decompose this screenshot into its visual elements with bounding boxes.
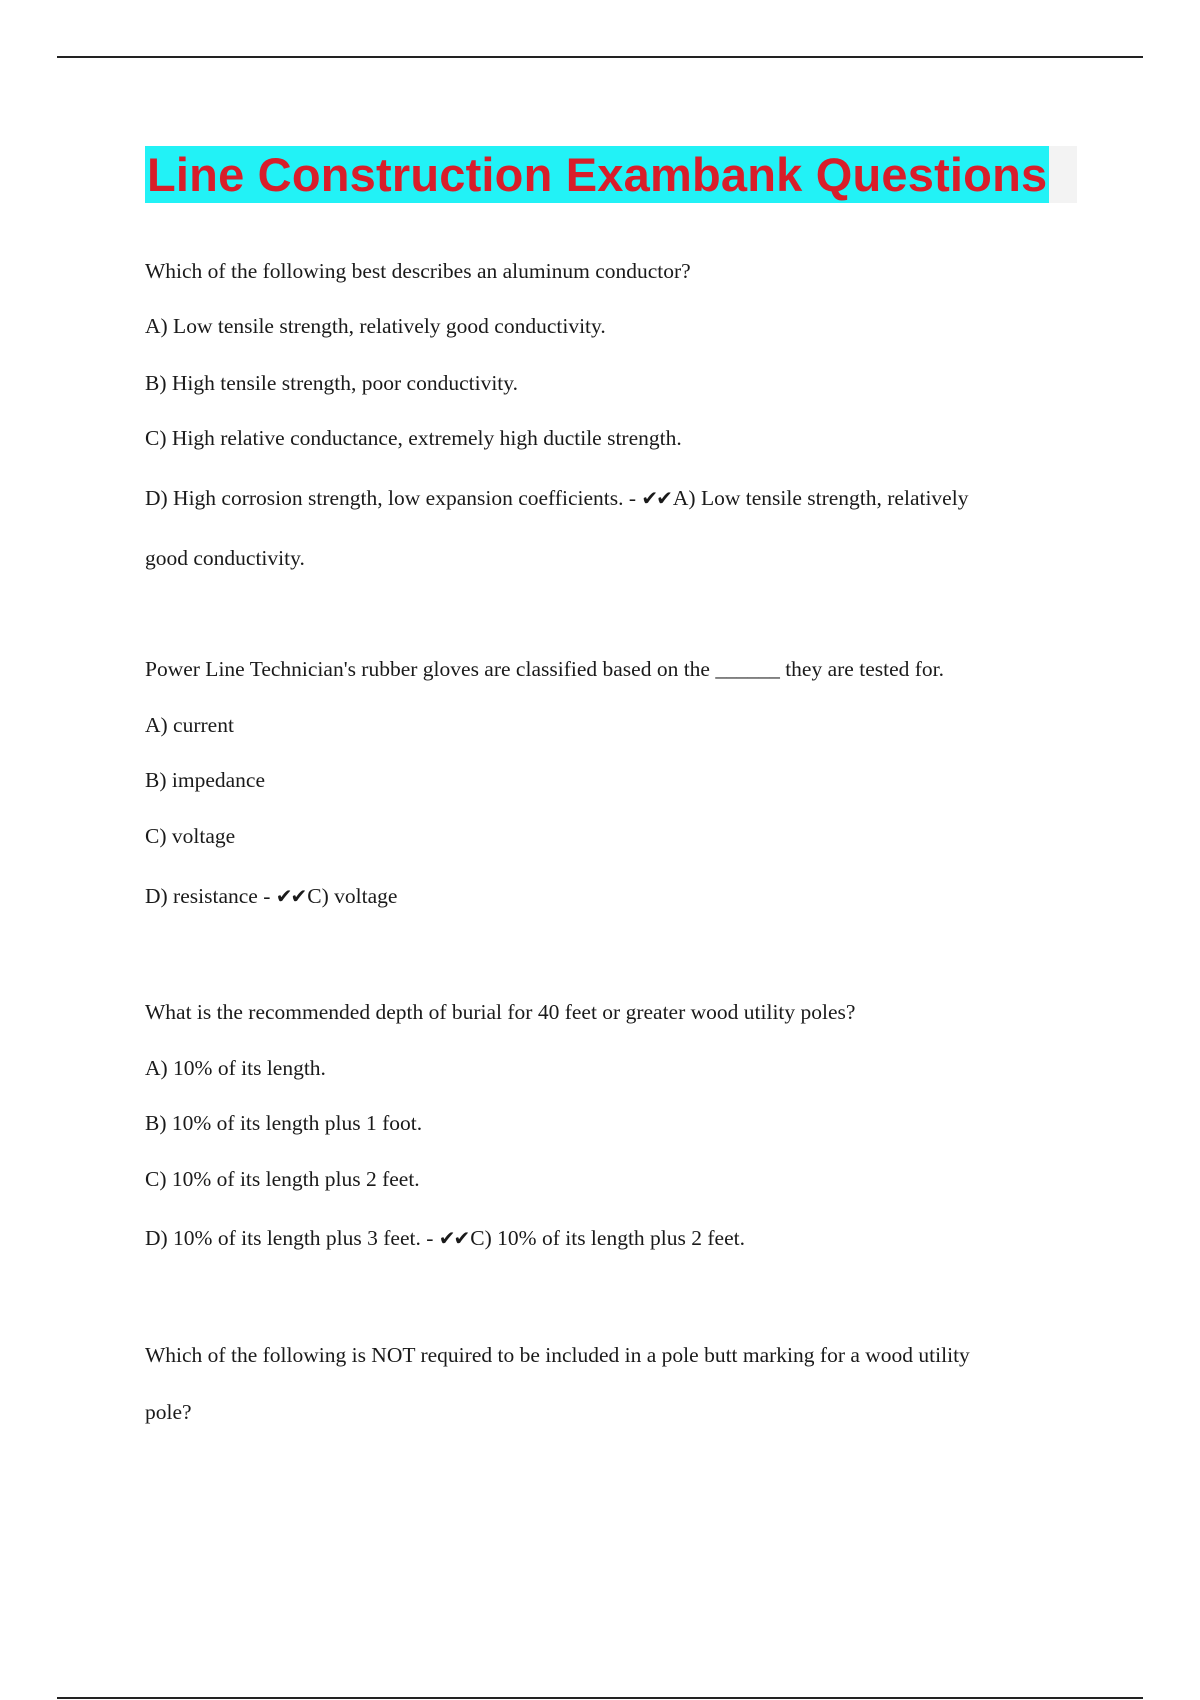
q2-question: Power Line Technician's rubber gloves are classified based on the ______ they are tested for. (145, 657, 945, 681)
footer-rule (57, 1697, 1143, 1699)
q2-option-d (145, 882, 397, 910)
checkmark-icon: ✔✔ (641, 486, 671, 510)
header-rule (57, 56, 1143, 58)
q3-option-b: B) 10% of its length plus 1 foot. (145, 1111, 423, 1135)
q3-option-d-text: D) 10% of its length plus 3 feet. - (145, 1226, 439, 1250)
q2-answer: C) voltage (307, 884, 398, 908)
title-banner-tail (1049, 146, 1077, 203)
q3-option-c: C) 10% of its length plus 2 feet. (145, 1167, 420, 1191)
q1-option-d-text: D) High corrosion strength, low expansion coefficients. - (145, 486, 642, 510)
q4-question-continued: pole? (145, 1400, 192, 1424)
q2-option-d-text: D) resistance - (145, 884, 276, 908)
q1-answer-continued: good conductivity. (145, 546, 305, 570)
q3-option-d (145, 1224, 745, 1252)
checkmark-icon: ✔✔ (438, 1226, 469, 1250)
q1-option-c: C) High relative conductance, extremely high ductile strength. (145, 426, 682, 450)
q3-answer: C) 10% of its length plus 2 feet. (470, 1226, 745, 1250)
q2-option-c: C) voltage (145, 824, 236, 848)
document-title-banner (145, 146, 1077, 203)
q1-answer: A) Low tensile strength, relatively (672, 486, 969, 510)
q3-question: What is the recommended depth of burial for 40 feet or greater wood utility poles? (145, 1000, 856, 1024)
q3-option-a: A) 10% of its length. (145, 1056, 326, 1080)
document-title: Line Construction Exambank Questions (147, 148, 1048, 201)
q1-option-d (145, 484, 968, 512)
q2-option-b: B) impedance (145, 768, 265, 792)
q2-option-a: A) current (145, 713, 234, 737)
q1-option-a: A) Low tensile strength, relatively good conductivity. (145, 314, 606, 338)
q4-question: Which of the following is NOT required to be included in a pole butt marking for a wood utility (145, 1343, 970, 1367)
q1-question: Which of the following best describes an aluminum conductor? (145, 259, 691, 283)
q1-option-b: B) High tensile strength, poor conductivity. (145, 371, 519, 395)
checkmark-icon: ✔✔ (275, 884, 306, 908)
